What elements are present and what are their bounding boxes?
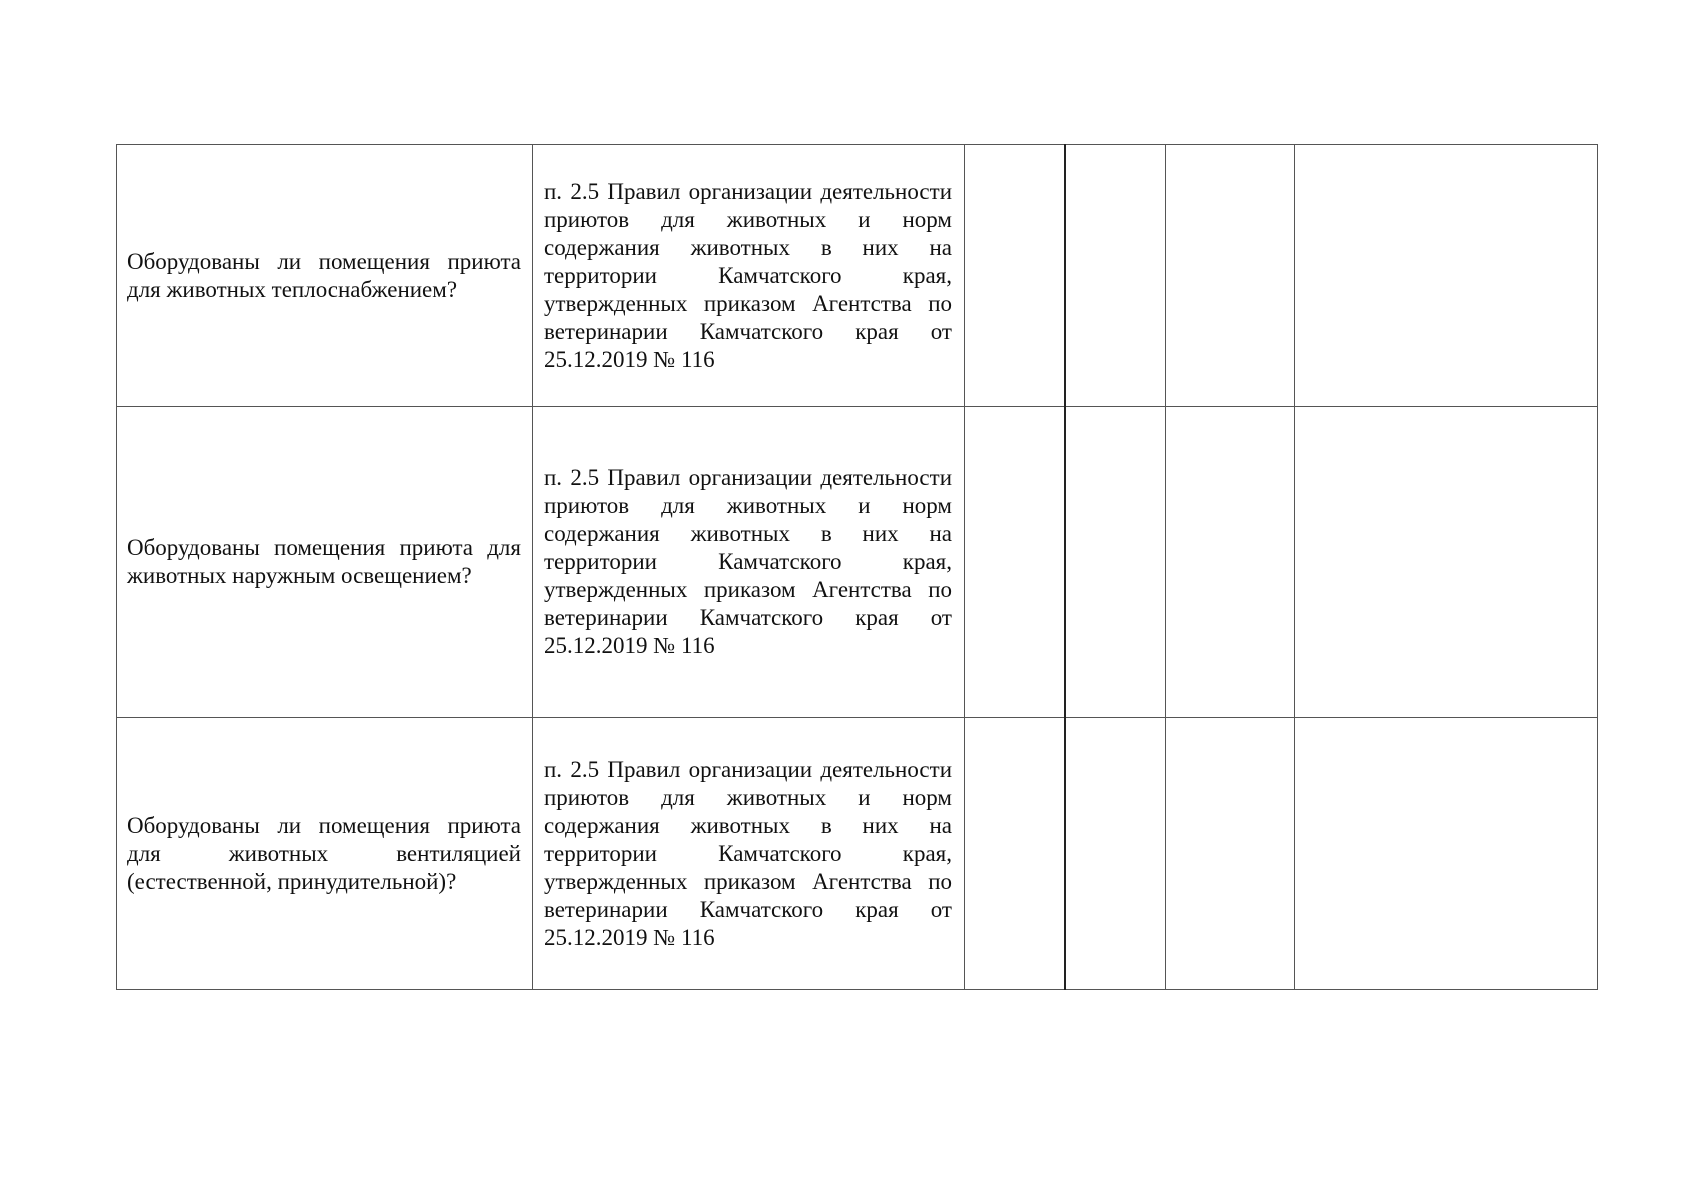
notes-cell xyxy=(1295,407,1598,718)
answer-no-cell xyxy=(1065,407,1166,718)
table-row xyxy=(117,407,1598,718)
answer-yes-cell xyxy=(965,145,1065,407)
table-row xyxy=(117,145,1598,407)
legal-basis-cell: п. 2.5 Правил организации деятельности приютов для животных и норм содержания животных в них на территории Камчатского края, утвержденных приказом Агентства по ветеринарии Камчатского края от 25.12.2019 № 116 xyxy=(533,145,965,407)
answer-no-cell xyxy=(1065,718,1166,990)
answer-not-applicable-cell xyxy=(1166,145,1295,407)
checklist-table xyxy=(116,144,1598,990)
legal-basis-cell: п. 2.5 Правил организации деятельности приютов для животных и норм содержания животных в них на территории Камчатского края, утвержденных приказом Агентства по ветеринарии Камчатского края от 25.12.2019 № 116 xyxy=(533,718,965,990)
table-row xyxy=(117,718,1598,990)
answer-yes-cell xyxy=(965,718,1065,990)
legal-basis-cell: п. 2.5 Правил организации деятельности приютов для животных и норм содержания животных в них на территории Камчатского края, утвержденных приказом Агентства по ветеринарии Камчатского края от 25.12.2019 № 116 xyxy=(533,407,965,718)
question-cell: Оборудованы ли помещения приюта для животных вентиляцией (естественной, принудительной)? xyxy=(117,718,533,990)
answer-not-applicable-cell xyxy=(1166,407,1295,718)
notes-cell xyxy=(1295,145,1598,407)
answer-no-cell xyxy=(1065,145,1166,407)
notes-cell xyxy=(1295,718,1598,990)
question-cell: Оборудованы ли помещения приюта для животных теплоснабжением? xyxy=(117,145,533,407)
answer-not-applicable-cell xyxy=(1166,718,1295,990)
question-cell: Оборудованы помещения приюта для животных наружным освещением? xyxy=(117,407,533,718)
answer-yes-cell xyxy=(965,407,1065,718)
